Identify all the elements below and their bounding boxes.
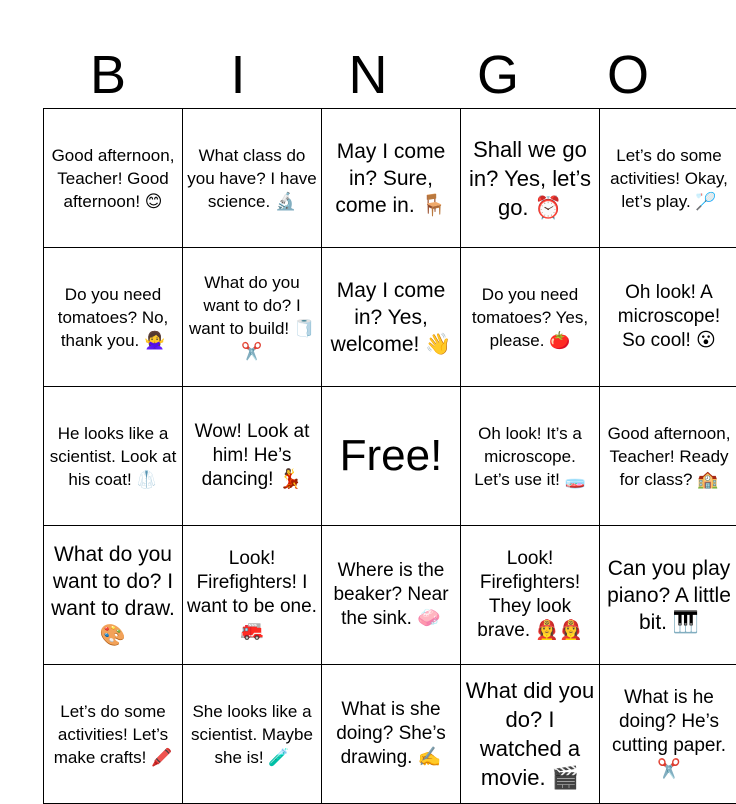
header-letter-n: N — [303, 44, 433, 106]
cell-text: He looks like a scientist. Look at his coat! 🥼 — [48, 422, 178, 491]
bingo-cell[interactable] — [322, 665, 461, 804]
bingo-cell[interactable] — [44, 109, 183, 248]
bingo-card — [43, 108, 736, 804]
bingo-cell[interactable] — [461, 526, 600, 665]
bingo-cell[interactable] — [44, 526, 183, 665]
bingo-row — [44, 248, 736, 387]
cell-text: Wow! Look at him! He’s dancing! 💃 — [187, 420, 317, 492]
bingo-row — [44, 109, 736, 248]
bingo-cell[interactable] — [600, 665, 736, 804]
free-space-cell[interactable] — [322, 387, 461, 526]
cell-text: Shall we go in? Yes, let’s go. ⏰ — [465, 135, 595, 222]
bingo-cell[interactable] — [461, 387, 600, 526]
cell-text: May I come in? Yes, welcome! 👋 — [326, 277, 456, 358]
cell-text: What class do you have? I have science. 🔬 — [187, 144, 317, 213]
bingo-cell[interactable] — [600, 526, 736, 665]
cell-text: Let’s do some activities! Let’s make crafts! 🖍️ — [48, 700, 178, 769]
bingo-row — [44, 665, 736, 804]
cell-text: May I come in? Sure, come in. 🪑 — [326, 138, 456, 219]
cell-text: Oh look! A microscope! So cool! 😮 — [604, 281, 734, 353]
bingo-cell[interactable] — [183, 109, 322, 248]
cell-text: Good afternoon, Teacher! Good afternoon! 😊 — [48, 144, 178, 213]
header-letter-o: O — [563, 44, 693, 106]
cell-text: Look! Firefighters! I want to be one. 🚒 — [187, 547, 317, 643]
cell-text: What did you do? I watched a movie. 🎬 — [465, 676, 595, 792]
cell-text: She looks like a scientist. Maybe she is! 🧪 — [187, 700, 317, 769]
header-letter-i: I — [173, 44, 303, 106]
cell-text: Can you play piano? A little bit. 🎹 — [604, 555, 734, 636]
cell-text: Where is the beaker? Near the sink. 🧼 — [326, 559, 456, 631]
free-space-label: Free! — [326, 431, 456, 481]
bingo-cell[interactable] — [44, 665, 183, 804]
cell-text: What is he doing? He’s cutting paper. ✂️ — [604, 686, 734, 782]
cell-text: Do you need tomatoes? No, thank you. 🙅‍♀️ — [48, 283, 178, 352]
bingo-cell[interactable] — [183, 248, 322, 387]
bingo-cell[interactable] — [183, 665, 322, 804]
bingo-cell[interactable] — [183, 387, 322, 526]
bingo-row — [44, 526, 736, 665]
bingo-cell[interactable] — [183, 526, 322, 665]
bingo-header — [43, 44, 693, 106]
bingo-cell[interactable] — [461, 665, 600, 804]
cell-text: What do you want to do? I want to build! 🧻✂️ — [187, 271, 317, 363]
cell-text: Let’s do some activities! Okay, let’s play. 🏸 — [604, 144, 734, 213]
bingo-row — [44, 387, 736, 526]
header-letter-g: G — [433, 44, 563, 106]
bingo-cell[interactable] — [322, 248, 461, 387]
bingo-cell[interactable] — [44, 387, 183, 526]
cell-text: What do you want to do? I want to draw. 🎨 — [48, 541, 178, 649]
cell-text: Look! Firefighters! They look brave. 👩‍🚒👩‍🚒 — [465, 547, 595, 643]
bingo-cell[interactable] — [600, 387, 736, 526]
cell-text: Do you need tomatoes? Yes, please. 🍅 — [465, 283, 595, 352]
bingo-cell[interactable] — [44, 248, 183, 387]
header-letter-b: B — [43, 44, 173, 106]
cell-text: Good afternoon, Teacher! Ready for class? 🏫 — [604, 422, 734, 491]
bingo-cell[interactable] — [461, 109, 600, 248]
cell-text: Oh look! It’s a microscope. Let’s use it! 🧫 — [465, 422, 595, 491]
bingo-cell[interactable] — [600, 248, 736, 387]
bingo-cell[interactable] — [322, 109, 461, 248]
cell-text: What is she doing? She’s drawing. ✍️ — [326, 698, 456, 770]
bingo-cell[interactable] — [461, 248, 600, 387]
bingo-cell[interactable] — [600, 109, 736, 248]
bingo-cell[interactable] — [322, 526, 461, 665]
